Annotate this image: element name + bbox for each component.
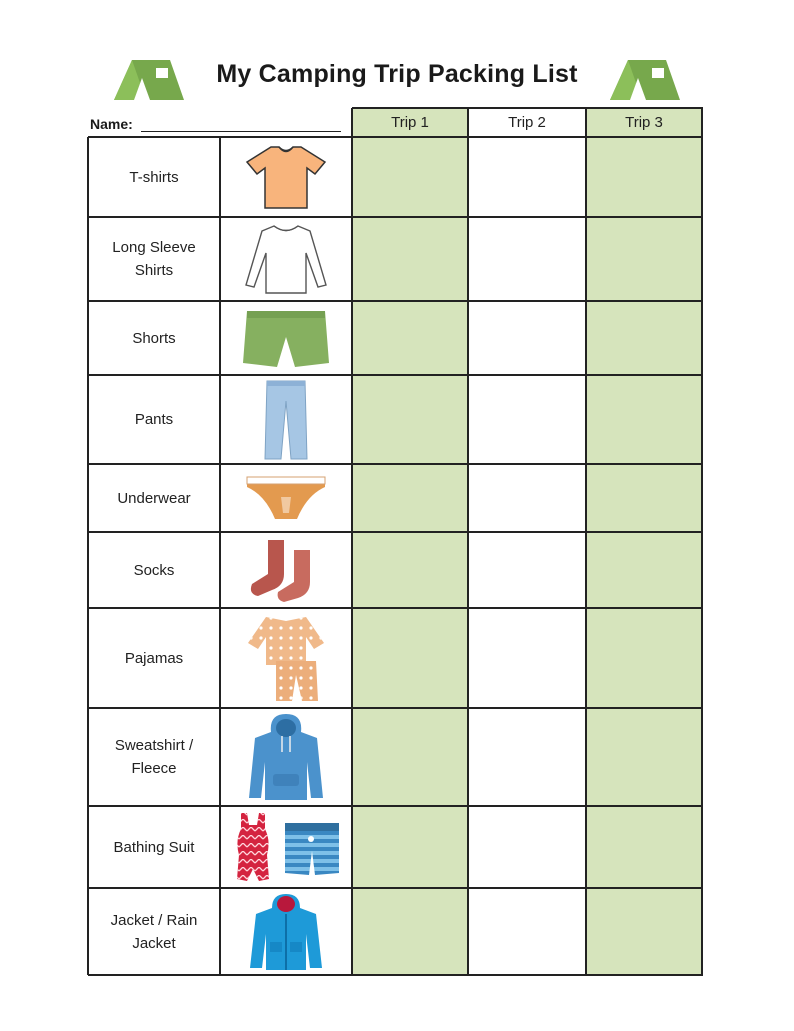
t-shirt-icon	[221, 137, 351, 217]
tent-icon	[108, 54, 188, 102]
grid-line	[352, 107, 703, 109]
socks-icon	[221, 532, 351, 608]
check-cell[interactable]	[468, 708, 586, 806]
check-cell[interactable]	[352, 806, 468, 888]
check-cell[interactable]	[586, 464, 702, 532]
check-cell[interactable]	[352, 217, 468, 301]
trip-header-3: Trip 3	[625, 114, 663, 131]
check-cell[interactable]	[468, 888, 586, 975]
check-cell[interactable]	[468, 217, 586, 301]
page-title: My Camping Trip Packing List	[216, 60, 578, 88]
tent-icon	[604, 54, 684, 102]
item-label	[88, 608, 220, 708]
check-cell[interactable]	[468, 608, 586, 708]
hoodie-icon	[221, 708, 351, 806]
item-label	[88, 708, 220, 806]
check-cell[interactable]	[586, 708, 702, 806]
item-label	[88, 806, 220, 888]
check-cell[interactable]	[352, 464, 468, 532]
rain-jacket-icon	[221, 888, 351, 975]
item-label	[88, 301, 220, 375]
trip-header-1: Trip 1	[391, 114, 429, 131]
check-cell[interactable]	[586, 217, 702, 301]
pajamas-icon	[221, 608, 351, 708]
check-cell[interactable]	[352, 608, 468, 708]
check-cell[interactable]	[352, 708, 468, 806]
item-label	[88, 217, 220, 301]
item-label-text: Long Sleeve Shirts	[112, 239, 196, 279]
check-cell[interactable]	[586, 532, 702, 608]
check-cell[interactable]	[586, 137, 702, 217]
shorts-icon	[221, 301, 351, 375]
item-label	[88, 532, 220, 608]
item-label-text: Pajamas	[124, 649, 184, 667]
grid-line	[467, 108, 469, 975]
check-cell[interactable]	[352, 137, 468, 217]
check-cell[interactable]	[352, 301, 468, 375]
item-label-text: Socks	[133, 561, 175, 579]
check-cell[interactable]	[586, 888, 702, 975]
item-label	[88, 888, 220, 975]
grid-line	[701, 108, 703, 975]
check-cell[interactable]	[586, 806, 702, 888]
check-cell[interactable]	[468, 137, 586, 217]
check-cell[interactable]	[586, 301, 702, 375]
pants-icon	[221, 375, 351, 464]
check-cell[interactable]	[586, 608, 702, 708]
grid-line	[351, 108, 353, 975]
check-cell[interactable]	[468, 464, 586, 532]
check-cell[interactable]	[352, 532, 468, 608]
item-label	[88, 137, 220, 217]
trip-header-2: Trip 2	[508, 114, 546, 131]
check-cell[interactable]	[352, 888, 468, 975]
item-label-text: Sweatshirt / Fleece	[114, 737, 194, 777]
item-label-text: Pants	[134, 411, 174, 428]
item-label-text: Bathing Suit	[113, 838, 195, 856]
grid-line	[585, 108, 587, 975]
item-label-text: Underwear	[117, 489, 191, 507]
check-cell[interactable]	[586, 375, 702, 464]
bathing-suit-icon	[221, 806, 351, 888]
name-label: Name:	[90, 116, 133, 132]
name-field[interactable]	[141, 131, 341, 132]
long-sleeve-shirt-icon	[221, 217, 351, 301]
item-label-text: Jacket / Rain Jacket	[110, 911, 198, 952]
item-label-text: T-shirts	[129, 168, 179, 186]
check-cell[interactable]	[468, 375, 586, 464]
item-label-text: Shorts	[132, 329, 176, 347]
check-cell[interactable]	[468, 532, 586, 608]
underwear-icon	[221, 464, 351, 532]
item-label	[88, 464, 220, 532]
check-cell[interactable]	[468, 301, 586, 375]
check-cell[interactable]	[352, 375, 468, 464]
item-label	[88, 375, 220, 464]
check-cell[interactable]	[468, 806, 586, 888]
